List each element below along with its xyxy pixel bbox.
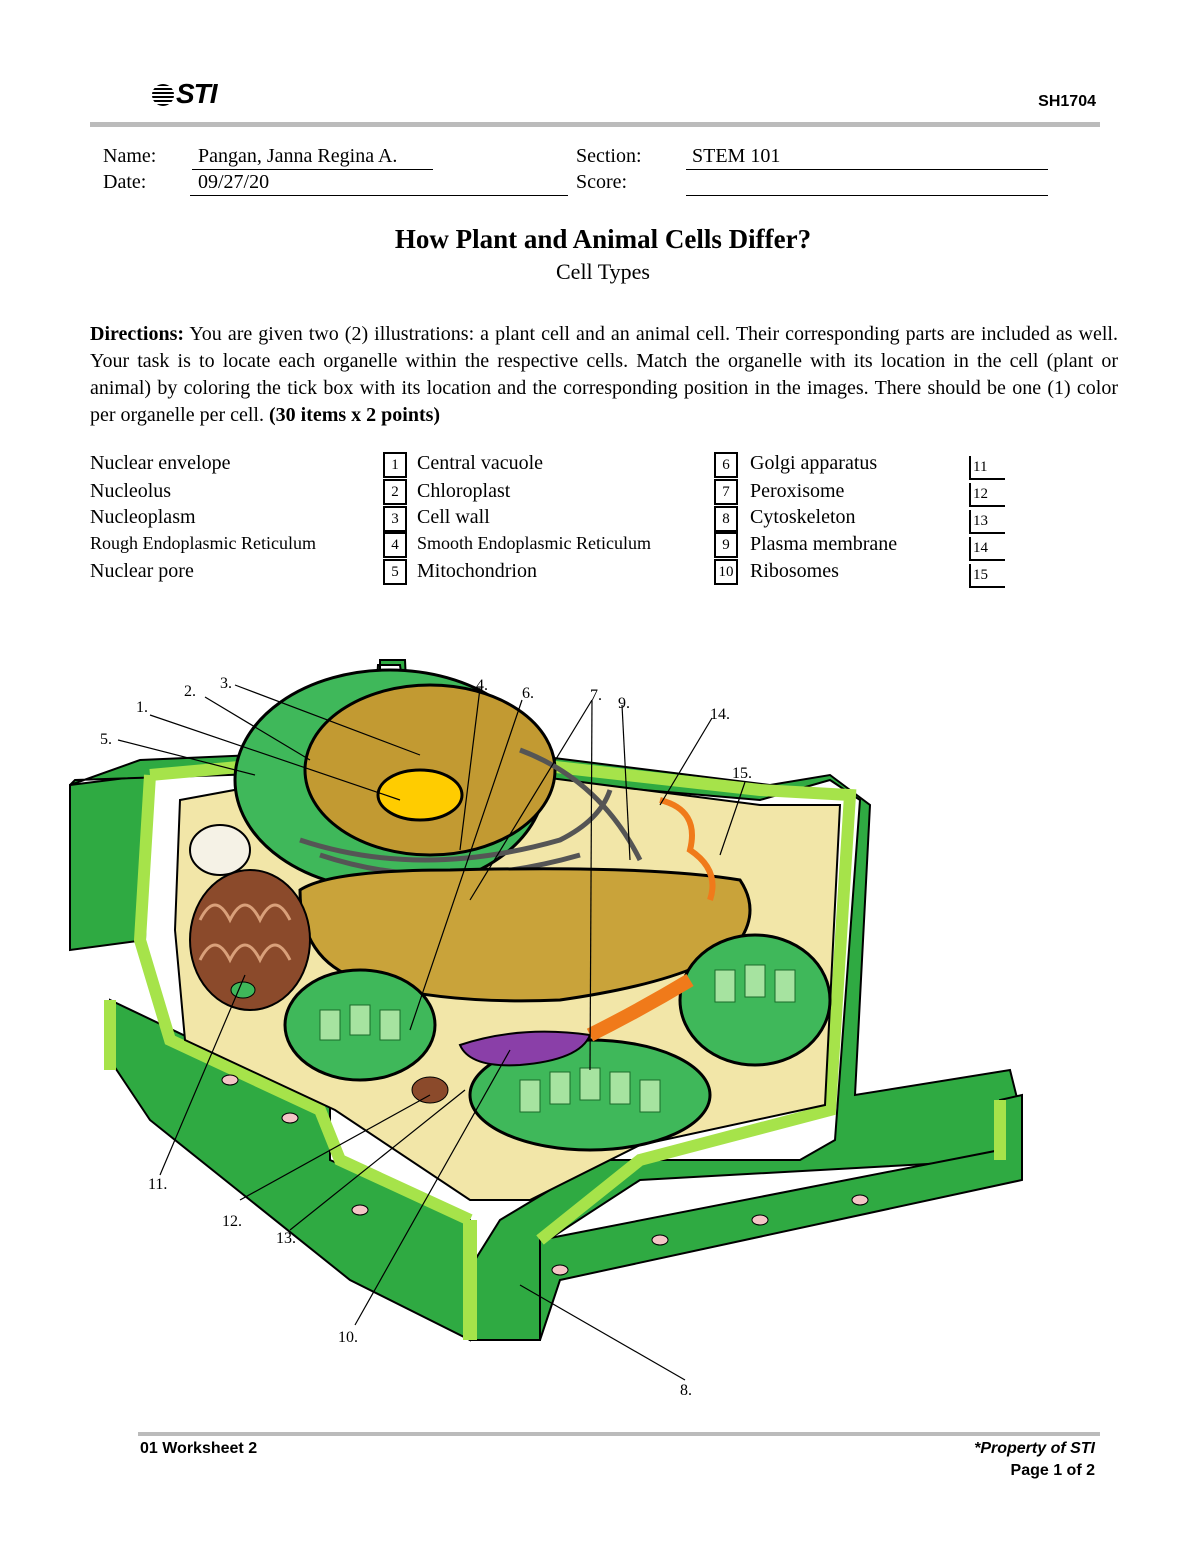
callout-label: 9.	[618, 695, 630, 712]
organelle-term: Nuclear pore	[90, 560, 194, 582]
organelle-term: Nucleolus	[90, 480, 172, 502]
organelle-term: Plasma membrane	[750, 533, 898, 555]
tick-box[interactable]: 10	[714, 559, 738, 585]
header-rule	[90, 122, 1100, 127]
tick-box[interactable]: 7	[714, 479, 738, 505]
document-code: SH1704	[1038, 93, 1096, 110]
sti-logo: STI	[152, 78, 217, 110]
callout-label: 15.	[732, 765, 752, 782]
callout-label: 1.	[136, 699, 148, 716]
footer-page: Page 1 of 2	[1010, 1462, 1095, 1479]
nucleolus	[378, 770, 462, 820]
organelle-term: Golgi apparatus	[750, 452, 878, 474]
callout-label: 11.	[148, 1176, 168, 1193]
footer-property: *Property of STI	[974, 1440, 1095, 1457]
callout-label: 2.	[184, 683, 196, 700]
callout-label: 10.	[338, 1329, 358, 1346]
organelle-term: Cytoskeleton	[750, 506, 856, 528]
tick-box[interactable]: 6	[714, 452, 738, 478]
tick-box[interactable]: 14	[969, 537, 1005, 561]
organelle-term: Chloroplast	[417, 480, 511, 502]
score-field[interactable]	[686, 171, 1048, 196]
organelle-term: Nucleoplasm	[90, 506, 196, 528]
date-label: Date:	[103, 171, 147, 193]
plant-cell-illustration	[0, 640, 1200, 1420]
directions-points: (30 items x 2 points)	[268, 404, 441, 426]
organelle-term: Ribosomes	[750, 560, 839, 582]
tick-box[interactable]: 5	[383, 559, 407, 585]
callout-label: 3.	[220, 675, 232, 692]
tick-box[interactable]: 1	[383, 452, 407, 478]
footer-rule	[138, 1432, 1100, 1436]
callout-label: 7.	[590, 687, 602, 704]
name-field[interactable]: Pangan, Janna Regina A.	[192, 145, 433, 170]
vesicle	[190, 825, 250, 875]
worksheet-subtitle: Cell Types	[556, 259, 650, 284]
worksheet-title: How Plant and Animal Cells Differ?	[394, 224, 812, 254]
callout-label: 5.	[100, 731, 112, 748]
tick-box[interactable]: 12	[969, 483, 1005, 507]
tick-box[interactable]: 11	[969, 456, 1005, 480]
callout-label: 8.	[680, 1382, 692, 1399]
callout-label: 13.	[276, 1230, 296, 1247]
organelle-term: Rough Endoplasmic Reticulum	[90, 533, 316, 553]
organelle-term: Peroxisome	[750, 480, 845, 502]
tick-box[interactable]: 15	[969, 564, 1005, 588]
section-label: Section:	[576, 145, 642, 167]
tick-box[interactable]: 4	[383, 532, 407, 558]
organelle-term: Mitochondrion	[417, 560, 537, 582]
section-field[interactable]: STEM 101	[686, 145, 1048, 170]
organelle-term: Smooth Endoplasmic Reticulum	[417, 533, 651, 553]
callout-label: 14.	[710, 706, 730, 723]
tick-box[interactable]: 13	[969, 510, 1005, 534]
callout-label: 6.	[522, 685, 534, 702]
callout-label: 4.	[476, 677, 488, 694]
ribosome	[412, 1077, 448, 1103]
tick-box[interactable]: 3	[383, 506, 407, 532]
directions	[90, 321, 1118, 429]
callout-label: 12.	[222, 1213, 242, 1230]
tick-box[interactable]: 2	[383, 479, 407, 505]
footer-worksheet: 01 Worksheet 2	[140, 1440, 258, 1457]
date-field[interactable]: 09/27/20	[190, 171, 568, 196]
name-label: Name:	[103, 145, 157, 167]
tick-box[interactable]: 8	[714, 506, 738, 532]
score-label: Score:	[576, 171, 628, 193]
organelle-term: Central vacuole	[417, 452, 544, 474]
peroxisome	[231, 982, 255, 998]
organelle-term: Nuclear envelope	[90, 452, 231, 474]
directions-lead: Directions:	[90, 323, 185, 345]
organelle-term: Cell wall	[417, 506, 490, 528]
directions-text: You are given two (2) illustrations: a plant cell and an animal cell. Their corresponding parts are included as well. Your task is to locate each organelle within the respective cells. Match the organelle with its location in the cell (plant or animal) by coloring the tick box with its location and the corresponding position in the images. There should be one (1) color per organelle per cell.	[90, 323, 1118, 426]
tick-box[interactable]: 9	[714, 532, 738, 558]
chloroplast	[680, 935, 830, 1065]
globe-icon	[152, 84, 174, 106]
